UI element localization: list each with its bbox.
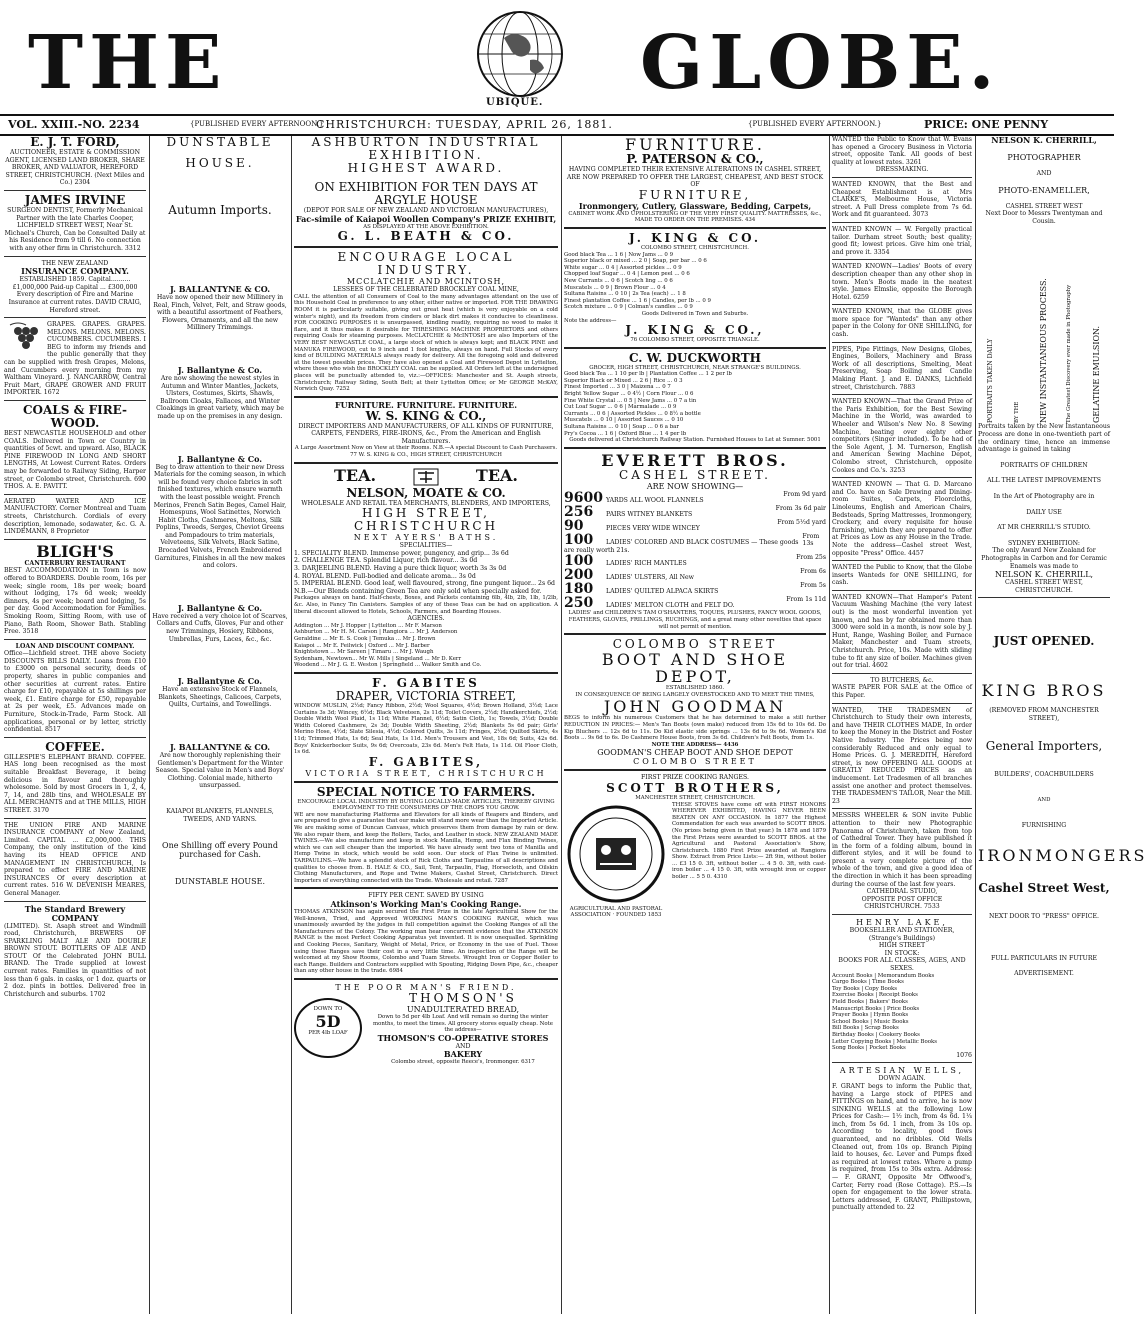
tailor-ad: WANTED, THE TRADESMEN of Christchurch to Study their own interests, and have THEIR CLOTHES MADE, In order to keep the Money in the District and Foster Native Industry. The Prices being now considerably Reduced and only equal to Home Prices. G. J. MEREDITH, Hereford street, is now OFFERING ALL GOODS at GREATLY REDUCED PRICES as an inducement. Let Tradesmen of all branches assist one another and protect themselves. THE TRADESMEN'S TAILOR, Near the Mill. 23 bbox=[832, 706, 972, 805]
goodman-name: JOHN GOODMAN bbox=[603, 697, 787, 717]
everett-qty: 100 bbox=[564, 553, 594, 570]
lake-number: 1076 bbox=[956, 1051, 972, 1059]
everett-price: From 6s bbox=[800, 568, 826, 576]
column-rule bbox=[975, 136, 976, 1314]
dressmaking: DRESSMAKING. bbox=[875, 166, 929, 174]
grapes-icon bbox=[4, 321, 44, 355]
everett-item: PIECES VERY WIDE WINCEY bbox=[605, 524, 700, 532]
lessees-line: LESSEES OF THE CELEBRATED BROCKLEY COAL MINE, bbox=[333, 286, 519, 294]
everett-qty: 250 bbox=[564, 595, 594, 612]
v-portraits: PORTRAITS TAKEN DAILY bbox=[987, 339, 995, 424]
seal-inscription: AGRICULTURAL AND PASTORAL ASSOCIATION · FOUNDED 1853 bbox=[569, 905, 663, 919]
ballantyne-4-body: Have received a very choice lot of Scarves, Collars and Cuffs, Gloves, Fur and other new Trimmings, Hosiery, Ribbons, Umbrellas, Furs, Laces, &c., &c. bbox=[152, 612, 288, 643]
ashburton-head: ASHBURTON INDUSTRIAL EXHIBITION. bbox=[311, 135, 541, 162]
king-bros: KING BROS bbox=[981, 681, 1107, 701]
tea-item: 5. IMPERIAL BLEND. Good leaf, well flavoured, strong, fine pungent liquor... 2s 6d bbox=[294, 580, 556, 588]
price: PRICE: ONE PENNY bbox=[924, 118, 1049, 131]
goodman-cheap: GOODMAN'S CHEAP BOOT AND SHOE DEPOT bbox=[597, 748, 793, 758]
cashel-street-3: Cashel Street West, bbox=[978, 881, 1110, 896]
price-row: Muscatels ... 0 10 | Assorted Sauces ... 0 10 bbox=[564, 417, 684, 424]
mcclatchie-name: MCCLATCHIE AND MCINTOSH, bbox=[346, 277, 506, 287]
price-row: White sugar ... 0 4 | Assorted pickles ... 0 9 bbox=[564, 264, 682, 271]
furniture-head-right: FURNITURE. bbox=[625, 135, 765, 154]
books-row: Birthday Books | Cookery Books bbox=[832, 1031, 920, 1038]
tea-left: TEA. bbox=[334, 465, 377, 485]
price-row: Superior black or mixed ... 2 0 | Soap, per bar ... 0 6 bbox=[564, 258, 707, 265]
brewery-body: (LIMITED). St. Asaph street and Windmill road, Christchurch, BREWERS OF SPARKLING MALT ALE AND DOUBLE BROWN STOUT. BOTTLERS OF ALE AND STOUT Of the Celebrated JOHN BULL BRAND. The Trade supplied at lowest current rates. Families in quantities of not less than 6 gals. in casks, or 1 doz. quarts or 2 doz. pints in bottles. Delivered free in Christchurch and suburbs. 1702 bbox=[4, 922, 146, 998]
gabites-body: WINDOW MUSLIN, 2½d; Fancy Ribbon, 2½d; Wool Squares, 4½d; Brown Holland, 3½d; Lace Curtains 3s 3d; Wincey, 6½d; Black Velveteen, 2s 11d; Toilet Covers, 2½d; Handkerchiefs, 2½d; Double Width Wool Plaid, 1s 11d; White Flannel, 6½d; Satin Cloth, 1s; Towels, 3½d; Double Width Colored Cashmere, 2s 3d; Double Width Sheeting, 2½d; Blankets 5s 6d pair; Girls' Merino Hose, 4½d; Slate Silesia, 4½d; Colored Quilts, 3s 11d; Fringes, 2½d; Quilted Skirts, 4s 11d; Trimmed Hats, 1s 6d; Seal Hats, 1s 11d. Men's Trousers and Vest, 18s 6d; Suits, 42s 6d. Boys' Knickerbocker Suits, 9s 6d; Overcoats, 23s 6d. Men's Felt Hats, 1s 11d. Oil Floor Cloth, 1s 6d. bbox=[294, 702, 558, 756]
aerated-body: AERATED WATER AND ICE MANUFACTORY. Corner Montreal and Tuam streets, Christchurch. Cordials of every description, lemonade, sodawater, &c. G. A. LINDEMANN, 8 Proprietor bbox=[4, 497, 146, 536]
column-1 bbox=[4, 136, 146, 1314]
everett-price: From 9d yard bbox=[783, 490, 826, 498]
v-new-process: NEW INSTANTANEOUS PROCESS. bbox=[1038, 278, 1048, 424]
coffee-name: COFFEE. bbox=[45, 739, 105, 754]
king2-note: Note the address— bbox=[564, 317, 617, 324]
books-row: Prayer Books | Hymn Books bbox=[832, 1012, 909, 1019]
duckworth-foot: Goods delivered at Christchurch Railway Station. Furnished Houses to Let at Sumner. 5001 bbox=[569, 437, 821, 444]
art-line: In the Art of Photography are in bbox=[993, 492, 1095, 500]
atkinson-body: THOMAS ATKINSON has again secured the First Prize in the late Agricultural Show for the Well-known, Tried, and Approved WORKING MAN'S COOKING RANGE, which was unanimously awarded by the judges in full competition against the Cooking Ranges of all the Manufacturers of the Colony. The working man hear concurrent evidence that the ATKINSON RANGE is the most Perfect Cooking Apparatus yet invented. It is now unequalled. Sprinkling and Cooking Pieces, Sanitary, Weight of Metal, Price, or Economy in the use of Fuel. Those using these Ranges save their cost in a very little time. An inspection of the Range will be welcomed at my Show Rooms, Colombo and Tuam Streets. Wrought Iron or Copper Boiler to each Range. Builders and Contractors supplied with Spouting, Ridging Down Pipe, &c., cheaper than any other house in the trade. 6984 bbox=[294, 909, 558, 975]
ballantyne-1: J. BALLANTYNE & CO. bbox=[170, 284, 270, 294]
tea-nb: N.B.—Our Blends containing Green Tea are only sold when specially asked for. bbox=[294, 587, 542, 595]
coop-address: Colombo street, opposite Reece's, Ironmonger. 6317 bbox=[391, 1059, 535, 1066]
v-greatest: The Greatest Discovery ever made in Photography bbox=[1066, 285, 1073, 424]
price-row: New Currants ... 0 6 | Scotch ling ... 0 6 bbox=[564, 277, 673, 284]
everett-row bbox=[564, 582, 826, 596]
ballantyne-6: J. BALLANTYNE & CO. bbox=[170, 742, 270, 752]
ballantyne-2: J. Ballantyne & Co. bbox=[177, 364, 263, 375]
published-note-right: {PUBLISHED EVERY AFTERNOON.} bbox=[748, 120, 882, 128]
christchurch-line: CHRISTCHURCH. bbox=[1015, 586, 1073, 594]
cherrill-name-2: NELSON K. CHERRILL, bbox=[994, 570, 1094, 580]
wanted-6: WANTED KNOWN—That the Grand Prize of the Paris Exhibition, for the Best Sewing Machine in the World, was awarded to Wheeler and Wilson's New No. 8 Sewing Machine, beating over eighty other competitors (Singer included). To be had of the Sole Agent, J. M. Turnerson, English and American Sewing Machine Depot, Colombo street, Christchurch, opposite Cookes and Co.'s. 3253 bbox=[832, 398, 972, 474]
goodman-body: BEGS to inform his numerous Customers that he has determined to make a still further REDUCTION IN PRICES:— Men's Tan Boots (own make) reduced from 15s 6d to 10s 6d. Do Kip Bluchers ... 12s 6d to 11s. Do Kid elastic side springs ... 13s 6d to 9s 6d. Women's Kid Boots ... 9s 6d to 6s. Do Cashmere House Boots, from 3s 6d. Children's Felt Boots, from 1s. bbox=[564, 715, 826, 742]
irvine-name: JAMES IRVINE bbox=[24, 192, 126, 207]
price-row: Sultana Raisins ... 0 10 | 2s Tea (each) ... 1 8 bbox=[564, 291, 686, 298]
butchers: TO BUTCHERS, &c. bbox=[870, 676, 934, 684]
everett-qty: 90 bbox=[564, 517, 584, 534]
everett-row bbox=[564, 505, 826, 519]
everett-item: LADIES' QUILTED ALPACA SKIRTS bbox=[605, 588, 719, 596]
gabites2-name: F. GABITES, bbox=[368, 754, 484, 769]
bread-body: Down to 5d per 4lb Loaf. And will remain so during the winter months, to meet the times. All grocery stores equally cheap. Note the address— bbox=[372, 1013, 553, 1034]
studio-line: AT MR CHERRILL'S STUDIO. bbox=[997, 524, 1091, 532]
globe-icon bbox=[474, 8, 566, 100]
next-door: Next Door to Messrs Twentyman and Cousin. bbox=[985, 210, 1103, 225]
tea-emblem-icon bbox=[412, 467, 440, 487]
tea-item: 3. DARJEELING BLEND. Having a pure thick liquor, worth 3s 3s 0d bbox=[294, 565, 507, 573]
blighs-name: BLIGH'S bbox=[36, 541, 114, 561]
goodman-address: COLOMBO STREET bbox=[633, 757, 757, 767]
books-row: Manuscript Books | Price Books bbox=[832, 1005, 920, 1012]
price-row: Finest plantation Coffee ... 1 6 | Candles, per lb ... 0 9 bbox=[564, 297, 711, 304]
wanted-2: WANTED KNOWN, that the Best and Cheapest Establishment is at Mrs CLARKE'S, Melbourne House, Victoria street. A Full Dress complete from 7s 6d. Work and fit guaranteed. 3073 bbox=[832, 180, 972, 219]
paterson-furniture: FURNITURE, bbox=[638, 187, 752, 202]
cherrill-name: NELSON K. CHERRILL, bbox=[991, 135, 1097, 145]
insurance-body: ESTABLISHED 1859. Capital.......... £1,000,000 Paid-up Capital ... £300,000 Every description of Fire and Marine Insurance at current rates. DAVID CRAIG, Hereford street. bbox=[8, 276, 142, 314]
everett-item: LADIES' MELTON CLOTH and FELT DO. bbox=[605, 602, 735, 610]
everett-name: EVERETT BROS. bbox=[601, 450, 789, 470]
books-row: Toy Books | Copy Books bbox=[832, 985, 897, 992]
ballantyne-3-body: Beg to draw attention to their new Dress Materials for the coming season, in which will be found very choice fabrics in soft finished textures, which ensure warmth with the least possible weight. French Merinos, French Satin Beges, Camel Hair, Homespuns, Wool Satinettes, Norwich Habit Cloths, Cashmeres, Meltons, Silk Poplins, Tweeds, Serges, Cheviot Greens and Pompadours to trim materials, Velveteens, Silk Velvets, Black Satine, Brocaded Velvets, French Embroidered Garnitures, Finishes in all the new makes and colors. bbox=[153, 463, 287, 570]
tea-item: 1. SPECIALITY BLEND. Immense power, pungency, and grip... 3s 6d bbox=[294, 549, 509, 557]
king2-address: 76 COLOMBO STREET, OPPOSITE TRIANGLE. bbox=[630, 337, 760, 344]
boot-head: BOOT AND SHOE DEPOT, bbox=[601, 650, 789, 687]
loan-body: Office—Lichfield street. THE above Society DISCOUNTS BILLS DAILY. Loans from £10 to £3000 on personal security, deeds of property, shares in public companies and other securities at current rates. Entire charge for £10, repayable at 5s shillings per week, £1. Entire charge for £50, repayable at 2s per week, £5. Advances made on Furniture, Stock-in-Trade, Farm Stock. All applications, personal or by letter, strictly confidential. 8517 bbox=[4, 650, 146, 734]
tea-list bbox=[294, 550, 558, 588]
column-4 bbox=[564, 136, 826, 1314]
badge-price: 5D bbox=[315, 1011, 341, 1031]
king2-goods: Goods Delivered in Town and Suburbs. bbox=[641, 310, 749, 317]
everett-price: From 5s bbox=[800, 582, 826, 590]
shilling-line: One Shilling off every Pound purchased for Cash. bbox=[162, 841, 278, 860]
price-row: Good black Tea ... 1 6 | Now Jams ... 0 9 bbox=[564, 251, 673, 258]
badge-top: DOWN TO bbox=[313, 1005, 343, 1012]
duckworth-list bbox=[564, 371, 826, 437]
books-row: Bill Books | Scrap Books bbox=[832, 1025, 899, 1032]
masthead-motto: UBIQUE. bbox=[486, 97, 544, 108]
price-row: Finest Imported ... 3 0 | Maizena ... 0 7 bbox=[564, 384, 671, 391]
next-press: NEXT DOOR TO "PRESS" OFFICE. bbox=[988, 913, 1099, 921]
wanted-9: WANTED KNOWN—That Hamper's Patent Vacuum Washing Machine (the very latest out) is the most wonderful invention yet known, and has by far obtained more than 3000 were sold in a month, is now sole by J. Hunt, Range, Washing Boiler, and Furnace Maker, Manchester and Tuam streets, Christchurch. Price, 10s. Made with sliding tube to fit any size of boiler. Machines given out for trial. 4602 bbox=[832, 593, 972, 670]
wanted-3: WANTED KNOWN — W. Fergelly practical tailor. Durham street South; best quality; good fit; lowest prices. Give him one trial, and prove it. 3354 bbox=[832, 225, 972, 256]
price-row: Muscatels ... 0 9 | Brown Flour ... 0 4 bbox=[564, 284, 666, 291]
scott-sub: MANCHESTER STREET, CHRISTCHURCH. bbox=[635, 794, 755, 801]
published-note-left: {PUBLISHED EVERY AFTERNOON.} bbox=[190, 120, 324, 128]
everett-price: From 25s bbox=[796, 554, 826, 562]
agency-row: Ashburton ... Mr H. M. Carson | Rangiora ... Mr J. Anderson bbox=[294, 629, 458, 636]
ballantyne-1-body: Have now opened their new Millinery in Real, Finch, Velvet, Felt, and Straw goods, with a beautiful assortment of Feathers, Flowers, Ornaments, and all the new Millinery Trimmings. bbox=[153, 294, 287, 332]
displayed-line: AS DISPLAYED AT THE ABOVE EXHIBITION. bbox=[363, 223, 489, 230]
paterson-name: P. PATERSON & CO., bbox=[626, 152, 764, 166]
everett-row bbox=[564, 533, 826, 555]
cathedral-studio: CATHEDRAL STUDIO, bbox=[866, 888, 938, 896]
everett-item: PAIRS WITNEY BLANKETS bbox=[605, 510, 693, 518]
colombo-head: COLOMBO STREET bbox=[612, 637, 778, 652]
lake-street: HIGH STREET bbox=[878, 942, 926, 950]
price-badge bbox=[294, 998, 362, 1058]
wheeler-ad: MESSRS WHEELER & SON invite Public attention to their new Photographic Panorama of Christchurch, taken from top of Cathedral Tower. They have published it in the form of a folding album, bound in different styles, and it will be found to present a very complete picture of the whole of the town, and give a good idea of the direction in which it has been spreading during the course of the last few years. bbox=[832, 812, 972, 888]
grant-body: F. GRANT begs to inform the Public that, having a Large stock of PIPES and FITTINGS on hand, and to arrive, he is now SINKING WELLS at the following Low Prices for Cash:— 1½ inch, from 4s 6d. 1¼ inch, from 5s 6d. 1 inch, from 3s 10s op. According to locality, good flows guaranteed, and no dribbles. Old Wells Cleaned out, from 10s op. Branch Piping laid to houses, &c. Lever and Pumps fixed as required at lowest rates. Where a pump is required, from 15s to 30s extra. Address:— F. GRANT, Opposite Mr Offwood's, Carter, Ferry road (Rose Cottage). P.S.—Is open for engagement to the lower strata. Letters addressed, F. GRANT, Phillipstown, punctually attended to. 22 bbox=[832, 1082, 972, 1212]
ironmongers: IRONMONGERS bbox=[978, 846, 1147, 866]
portraits-body: Portraits taken by the New Instantaneous Process are done in one-twentieth part of the ordinary time, hence an immense advantage is gained in taking bbox=[978, 423, 1110, 454]
lake-name: HENRY LAKE, bbox=[856, 918, 948, 928]
encourage-head: ENCOURAGE LOCAL INDUSTRY. bbox=[337, 250, 515, 278]
everett-item: LADIES' COLORED AND BLACK COSTUMES — These goods are really worth 21s. bbox=[564, 538, 799, 554]
photographer: PHOTOGRAPHER bbox=[1007, 153, 1081, 162]
full-particulars: FULL PARTICULARS IN FUTURE bbox=[990, 954, 1098, 962]
unadulterated: UNADULTERATED BREAD, bbox=[406, 1004, 520, 1014]
facsimile-line: Fac-simile of Kaiapoi Woollen Company's PRIZE EXHIBIT, bbox=[295, 213, 557, 224]
autumn-imports: Autumn Imports. bbox=[168, 203, 272, 217]
volume-number: VOL. XXIII.-NO. 2234 bbox=[8, 118, 140, 131]
just-opened: JUST OPENED. bbox=[993, 634, 1095, 649]
agency-row: Sydenham, Newtown... Mr W. Mills | Singeland ... Mr D. Kerr bbox=[294, 655, 462, 662]
price-row: Scotch mixture ... 0 9 | Colman's candles ... 0 9 bbox=[564, 304, 693, 311]
grapes-body: GRAPES. GRAPES. GRAPES. MELONS. MELONS. MELONS. CUCUMBERS. CUCUMBERS. I BEG to inform my friends and the public generally that they can be supplied with fresh Grapes, Melons, and Cucumbers every morning from my Waltham Vineyard. J. NANCARROW, Central Fruit Mart, GRAPE GROWER AND FRUIT IMPORTER. 1672 bbox=[4, 321, 146, 397]
goodman-note: NOTE THE ADDRESS— 4436 bbox=[651, 741, 739, 748]
nelson-name: NELSON, MOATE & CO. bbox=[346, 485, 506, 500]
wanted-8: WANTED the Public to Know, that the Globe inserts Wanteds for ONE SHILLING, for cash. bbox=[832, 564, 972, 587]
column-rule bbox=[291, 136, 292, 1314]
everett-qty: 9600 bbox=[564, 489, 603, 506]
furniture-head: FURNITURE. FURNITURE. FURNITURE. bbox=[334, 399, 518, 410]
everett-row bbox=[564, 519, 826, 533]
city-date: CHRISTCHURCH: TUESDAY, APRIL 26, 1881. bbox=[316, 118, 613, 131]
agencies-list bbox=[294, 623, 558, 669]
everett-row bbox=[564, 596, 826, 610]
tea-item: 2. CHALLENGE TEA. Splendid Liquor, rich flavour... 3s 0d bbox=[294, 557, 478, 565]
books-row: Letter Copying Books | Metallic Books bbox=[832, 1038, 938, 1045]
everett-price: From 1s 11d bbox=[786, 596, 826, 604]
books-row: Field Books | Bakers' Books bbox=[832, 998, 908, 1005]
poor-head: THE POOR MAN'S FRIEND. bbox=[335, 982, 517, 992]
column-3 bbox=[294, 136, 558, 1314]
coal-body: CALL the attention of all Consumers of Coal to the many advantages attendant on the use of this Household Coal in preference to any other, either native or imported. FOR THE DRAWING ROOM it is particularly suitable, giving out great heat (which is very enjoyable on a cold winter's night), and its freedom from cinders or black dirt makes it conducive to cleanliness. FOR COOKING PURPOSES it is unsurpassed, kindling readily, requiring no wood to make it flare, and it thus makes it desirable for THRESHING MACHINE PROPRIETORS and others requiring Coals for steaming purposes. McCLATCHIE & McINTOSH are also Importers of the VERY BEST NEWCASTLE COAL, a large stock of which is always kept; and BLACK PINE and MANUKA FIREWOOD, cut to 9 inch and 1 foot lengths, always on hand. Full Stocks of every kind of BUILDING MATERIALS always ready for delivery. All the foregoing sold and delivered at the lowest possible prices. They have also opened a Coal and Firewood Depot in Lyttelton, where those who wish the BROCKLEY COAL can be supplied. All Orders left at the undersigned places will be punctually attended to, viz.:—OFFICES: Manchester and St. Asaph streets, Christchurch; Railway Siding, South Belt; at their Lyttelton Office; or Mr GEORGE McKAY, Norwich Quay. 7252 bbox=[294, 293, 558, 393]
farmers-body: WE are now manufacturing Platforms and Elevators for all kinds of Reapers and Binders, and are prepared to give a guarantee that our make will stand more wear than the Imported Article. We are making some of Duncan Canvass, which preserves them from damage by rain or dew. We also repair them, and keep the Rollers, Tacks, and Leather in stock. NEW ZEALAND MADE TWINES.—We also manufacture and keep in stock Manilla, Hemp, and Flax Binding Twines, which we can sell cheaper than the imported. We have already sent two tons of Manilla and Hemp Twine in stock, which would be sold soon. Our stock of Flax Twine is unlimited. TARPAULINS.—We have a splendid stock of Rick Cloths and Tarpaulins of all descriptions and qualities to choose from. B. HALE & CO., Sail, Tent, Tarpaulin, Flag, Horsecloth, and Oilskin Clothing Manufacturers, and Rope and Twine Makers, Cashel Street, Christchurch. Direct Importers of everything connected with the Trade. Wholesale and retail. 7287 bbox=[294, 811, 558, 884]
everett-sub: CASHEL STREET. bbox=[619, 467, 771, 482]
wanted-4: WANTED KNOWN—Ladies' Boots of every description cheaper than any other shop in town. Men's Boots made in the neatest style. James Elmslie, opposite the Borough Hotel. 6259 bbox=[832, 263, 972, 301]
insurance-name: INSURANCE COMPANY. bbox=[21, 266, 129, 277]
books-row: Song Books | Pocket Books bbox=[832, 1045, 906, 1052]
farmers-head: SPECIAL NOTICE TO FARMERS. bbox=[316, 784, 536, 799]
price-row: Pry's Cocoa ... 1 6 | Oxford Blue ... 1 4 per lb bbox=[564, 430, 687, 437]
duckworth-name: C. W. DUCKWORTH bbox=[628, 350, 762, 365]
general-importers: General Importers, bbox=[985, 739, 1103, 754]
dunstable-title: DUNSTABLE bbox=[166, 135, 274, 149]
coop-and: AND bbox=[455, 1042, 471, 1050]
price-row: Fine White Crystal ... 0 5 | New Jams ... 0 7 a tin bbox=[564, 397, 697, 404]
price-row: Cut Loaf Sugar ... 0 6 | Marmalade ... 0 9 bbox=[564, 404, 677, 411]
king2-list bbox=[564, 252, 826, 311]
builders-line: BUILDERS', COACHBUILDERS bbox=[994, 771, 1094, 779]
king-foot: A Large Assortment Now on View at their Rooms. N.B.—A special Discount to Cash Purchasers. bbox=[294, 445, 558, 452]
ford-name: E. J. T. FORD, bbox=[30, 135, 120, 149]
king-body: DIRECT IMPORTERS AND MANUFACTURERS, OF ALL KINDS OF FURNITURE, CARPETS, FENDERS, FIRE-IRONS, &c., From the American and English Manufacturers. bbox=[298, 422, 554, 445]
everett-qty: 100 bbox=[564, 531, 594, 548]
coffee-body: GILLESPIE'S ELEPHANT BRAND. COFFEE. HAS long been recognised as the most suitable Breakfast Beverage, it being delicious in flavour and thoroughly wholesome. Sold by most Grocers in 1, 2, 4, 7, 14, and 28lb tins, and WHOLESALE BY ALL MERCHANTS and at THE MILLS, HIGH STREET. 3170 bbox=[4, 753, 146, 814]
paterson-line: Ironmongery, Cutlery, Glassware, Bedding, Carpets, bbox=[578, 200, 812, 211]
dunstable-footer: DUNSTABLE HOUSE. bbox=[174, 877, 266, 887]
lake-stock: IN STOCK: bbox=[884, 949, 920, 957]
everett-item: LADIES' RICH MANTLES bbox=[605, 560, 687, 568]
tea-packets: Packages always on hand. Half-chests, Boxes, and Packets containing 6lb, 4lb, 2lb, 1lb, 1/2lb, &c. Also, in Fancy Tin Canisters. Samples of any of these Teas can be had on application. A liberal discount allowed to Hotels, Schools, Farmers, and Boarding Houses. bbox=[294, 595, 558, 615]
enameller: PHOTO-ENAMELLER, bbox=[998, 185, 1090, 195]
king-address: 77 W. S. KING & CO., HIGH STREET, CHRISTCHURCH bbox=[350, 452, 502, 459]
column-rule bbox=[561, 136, 562, 1314]
books-row: School Books | Music Books bbox=[832, 1018, 909, 1025]
and-1: AND bbox=[1036, 170, 1052, 177]
price-row: Currants ... 0 6 | Assorted Pickles ... 0 8½ a bottle bbox=[564, 410, 701, 417]
specialities: SPECIALITIES— bbox=[399, 542, 453, 550]
everett-item: YARDS ALL WOOL FLANNELS bbox=[605, 496, 704, 504]
masthead bbox=[0, 0, 1114, 114]
lake-books: BOOKS FOR ALL CLASSES, AGES, AND SEXES. bbox=[838, 957, 966, 972]
ford-body: AUCTIONEER, ESTATE & COMMISSION AGENT, LICENSED LAND BROKER, SHARE BROKER, AND VALUATOR, HEREFORD STREET, CHRISTCHURCH. (Next Miles and Co.) 2304 bbox=[5, 149, 145, 187]
brewery-name: The Standard Brewery COMPANY bbox=[24, 903, 126, 923]
thomsons: THOMSON'S bbox=[409, 990, 517, 1005]
agency-row: Addington ... Mr J. Hopper | Lyttelton ... Mr F. Marson bbox=[294, 622, 442, 629]
king-name: W. S. KING & CO., bbox=[365, 408, 487, 423]
duckworth-sub: GROCER, HIGH STREET, CHRISTCHURCH, NEAR STRANGE'S BUILDINGS. bbox=[589, 364, 801, 371]
boot-est: ESTABLISHED 1860. bbox=[665, 685, 725, 692]
price-row: Chopped loaf Sugar ... 0 4 | Lemon peel ... 0 6 bbox=[564, 271, 690, 278]
badge-foot: PER 4lb LOAF bbox=[308, 1029, 348, 1036]
boot-sub: IN CONSEQUENCE OF BEING LARGELY OVERSTOCKED AND TO MEET THE TIMES, bbox=[575, 691, 815, 698]
column-rule bbox=[149, 136, 150, 1314]
depot-line: (DEPOT FOR SALE OF NEW ZEALAND AND VICTORIAN MANUFACTURES), bbox=[303, 207, 549, 214]
masthead-title-right: GLOBE. bbox=[640, 20, 1001, 106]
king2-name: J. KING & CO. bbox=[628, 230, 762, 245]
paterson-foot: CABINET WORK AND UPHOLSTERING OF THE VERY FIRST QUALITY. MATTRESSES, &c., MADE TO ORDER ON THE PREMISES. 434 bbox=[568, 210, 822, 224]
ballantyne-4: J. Ballantyne & Co. bbox=[177, 602, 263, 613]
ranges-head: FIRST PRIZE COOKING RANGES. bbox=[640, 774, 750, 782]
award-line: The only Award New Zealand for Photographs in Carbon and for Ceramic Enamels was made to bbox=[981, 547, 1107, 570]
v-by: BY THE bbox=[1013, 402, 1020, 424]
association-seal-icon bbox=[566, 804, 666, 904]
vertical-banner bbox=[978, 233, 1110, 423]
agency-row: Woodend ... Mr J. G. E. Weston | Springfield ... Walker Smith and Co. bbox=[294, 662, 482, 669]
lake-sub: BOOKSELLER AND STATIONER, bbox=[849, 927, 955, 935]
masthead-title-left: THE bbox=[28, 20, 228, 106]
loan-head: LOAN AND DISCOUNT COMPANY. bbox=[15, 642, 135, 650]
scott-body: THESE STOVES have come off with FIRST HONORS WHEREVER EXHIBITED, HAVING NEVER BEEN BEATEN ON ANY OCCASION. In 1877 the Highest Commendation for each was awarded to SCOTT BROS. (No prizes being given in that year.) In 1878 and 1879 the First Prizes were awarded to SCOTT BROS. at the Agricultural and Pastoral Association's Show, Christchurch. 1880 First Prize awarded at Rangiora Show. Extract from Price Lists:— 2ft 9in, without boiler ... £3 15 0. 3ft, without boiler ... 4 5 0. 3ft, with cast-iron boiler ... 4 15 0. 3ft, with wrought iron or copper boiler ... 5 5 0. 4310 bbox=[672, 801, 826, 881]
daily-line: DAILY USE bbox=[1026, 508, 1062, 516]
furnishing-line: FURNISHING bbox=[1021, 821, 1067, 829]
everett-item: LADIES' ULSTERS, All New bbox=[605, 574, 694, 582]
cashel-street-2: CASHEL STREET WEST, bbox=[1005, 579, 1083, 587]
everett-qty: 256 bbox=[564, 503, 594, 520]
coals-body: BEST NEWCASTLE HOUSEHOLD and other COALS. Delivered in Town or Country in quantities of 5cwt. and upward. Also, BLACK PINE FIREWOOD IN LONG AND SHORT LENGTHS, At Lowest Current Rates. Orders may be forwarded to Railway Siding, Harper street, or Colombo street, Christchurch. 690 THOS. A. E. PAVITT. bbox=[4, 430, 146, 491]
books-row: Exercise Books | Receipt Books bbox=[832, 992, 918, 999]
dateline-bar bbox=[0, 114, 1114, 136]
wanted-7: WANTED KNOWN — That G. D. Marcano and Co. have on Sale Drawing and Dining-room Suites, Carpets, Floorcloths, Linoleums, English and American Chairs, Bedsteads, Spring Mattresses, Ironmongery, Crockery, and every requisite for house furnishing, which they are prepared to offer at Prices as Low as any House in the Trade. Note the address—Cashel street West, opposite "Press" Office. 4457 bbox=[832, 481, 972, 557]
advertisement-line: ADVERTISEMENT. bbox=[1014, 970, 1074, 978]
artesian-head: ARTESIAN WELLS, bbox=[839, 1066, 965, 1076]
beath-name: G. L. BEATH & CO. bbox=[337, 229, 515, 244]
everett-price: From 13s bbox=[802, 532, 820, 548]
gabites-name: F. GABITES bbox=[372, 675, 480, 690]
nelson-sub: WHOLESALE AND RETAIL TEA MERCHANTS, BLENDERS, AND IMPORTERS, bbox=[301, 499, 551, 507]
artesian-sub: DOWN AGAIN. bbox=[878, 1075, 926, 1083]
irvine-body: SURGEON DENTIST, Formerly Mechanical Partner with the late Charles Cooper, LICHFIELD STREET WEST, Near St. Michael's Church, Can be Consulted Daily at his Residence from 9 till 6. No connection with any other firm in Christchurch. 3312 bbox=[4, 206, 146, 252]
nelson-next: NEXT AYERS' BATHS. bbox=[353, 533, 499, 543]
tea-right: TEA. bbox=[475, 465, 518, 485]
king2-sub: COLOMBO STREET, CHRISTCHURCH. bbox=[641, 244, 749, 251]
everett-show: ARE NOW SHOWING— bbox=[646, 481, 744, 491]
ballantyne-2-body: Are now showing the newest styles in Autumn and Winter Mantles, Jackets, Ulsters, Costumes, Skirts, Shawls, Ballroom Cloaks, Fallaces, and Winter Cloakings in great variety, which may be made up on the premises in any design. bbox=[156, 374, 284, 420]
scott-name: SCOTT BROTHERS, bbox=[606, 780, 784, 795]
exhibition-head: ON EXHIBITION FOR TEN DAYS AT ARGYLE HOUSE bbox=[314, 180, 538, 207]
tea-item: 4. ROYAL BLEND. Full-bodied and delicate aroma... 3s 0d bbox=[294, 572, 476, 580]
everett-price: From 3s 6d pair bbox=[775, 504, 826, 512]
house-title: HOUSE. bbox=[185, 156, 255, 170]
ballantyne-5: J. Ballantyne & Co. bbox=[177, 676, 263, 687]
v-gelatine: GELATINE EMULSION. bbox=[1091, 326, 1101, 424]
everett-row bbox=[564, 568, 826, 582]
ballantyne-5-body: Have an extensive Stock of Flannels, Blankets, Sheetings, Calicoes, Carpets, Quilts, Curtains, and Towellings. bbox=[158, 686, 282, 709]
coop-name: THOMSON'S CO-OPERATIVE STORES bbox=[377, 1032, 549, 1043]
price-row: Sultana Raisins ... 0 10 | Soap ... 0 6 a bar bbox=[564, 424, 679, 431]
everett-qty: 200 bbox=[564, 567, 594, 584]
cathedral-city: CHRISTCHURCH. 7533 bbox=[864, 903, 940, 911]
cathedral-sub: OPPOSITE POST OFFICE bbox=[861, 895, 943, 903]
atkinson-name: Atkinson's Working Man's Cooking Range. bbox=[330, 899, 522, 909]
everett-row bbox=[564, 491, 826, 505]
king2-sign: J. KING & CO., bbox=[625, 323, 765, 338]
cashel-street: CASHEL STREET WEST bbox=[1005, 202, 1083, 210]
pipes-ad: PIPES, Pipe Fittings, New Designs, Globes, Engines, Boilers, Machinery and Brass Work of all descriptions, Smelting, Meat Preserving, Soap Boiling and Candle Making Plant. J. and E. DANKS, Lichfield street, Christchurch. 7883 bbox=[832, 345, 972, 391]
agency-row: Knightstown ... Mr Sareen | Timaru ... Mr J. Waugh bbox=[294, 649, 434, 656]
highest-award: HIGHEST AWARD. bbox=[347, 161, 505, 175]
ballantyne-6-body: Are now thoroughly replenishing their Gentlemen's Department for the Winter Season. Special value in Men's and Boys' Clothing. Colonial made, hitherto unsurpassed. bbox=[155, 752, 285, 790]
and-2: AND bbox=[1037, 797, 1051, 804]
lake-building: (Strange's Buildings) bbox=[868, 934, 936, 942]
farmers-sub: ENCOURAGE LOCAL INDUSTRY BY BUYING LOCALLY-MADE ARTICLES, THEREBY GIVING EMPLOYMENT TO THE CONSUMERS OF THE CROPS YOU GROW. bbox=[297, 798, 555, 812]
column-6 bbox=[978, 135, 1147, 1314]
coals-name: COALS & FIRE-WOOD. bbox=[22, 403, 128, 431]
atkinson-pre: FIFTY PER CENT. SAVED BY USING bbox=[368, 892, 484, 900]
blighs-body: BEST ACCOMMODATION in Town is now offered to BOARDERS. Double room, 16s per week; single room, 18s per week; board without lodging, 17s 6d week; weekly dinners, 4s per week; board and lodging, 5s per day. Good Accommodation for Families. Smoking Room, Sitting Room, with use of Piano, Bath Room, Shower Bath. Stabling Free. 3518 bbox=[4, 567, 146, 636]
insurance-head: THE NEW ZEALAND bbox=[41, 259, 109, 267]
wanted-1: WANTED the Public to Know that W. Evans has opened a Grocery Business in Victoria street, opposite Tank. All goods of best quality at lowest rates. 3261 bbox=[832, 136, 972, 166]
books-row: Cargo Books | Time Books bbox=[832, 979, 904, 986]
everett-qty: 180 bbox=[564, 581, 594, 598]
price-row: Superior Black or Mixed ... 2 6 | Rice ... 0 3 bbox=[564, 377, 683, 384]
everett-price: From 5½d yard bbox=[777, 518, 826, 526]
books-list bbox=[832, 973, 972, 1052]
agencies-head: AGENCIES. bbox=[407, 615, 445, 623]
gabites-sub: DRAPER, VICTORIA STREET, bbox=[335, 688, 517, 703]
latest-line: ALL THE LATEST IMPROVEMENTS bbox=[986, 477, 1102, 485]
column-2 bbox=[152, 136, 288, 1314]
price-row: Bright Yellow Sugar ... 0 4½ | Corn Flour ... 0 6 bbox=[564, 391, 694, 398]
waste-paper: WASTE PAPER FOR SALE at the Office of this Paper. bbox=[832, 684, 972, 699]
ballantyne-3: J. Ballantyne & Co. bbox=[177, 453, 263, 464]
removed-line: (REMOVED FROM MANCHESTER STREET), bbox=[989, 707, 1099, 722]
everett-foot: LADIES' and CHILDREN'S TAM O'SHANTERS, TOQUES, PLUSHES, FANCY WOOL GOODS, FEATHERS, GLOVES, FRILLINGS, RUCHINGS, and a great many other novelties that space will not permit of mention. bbox=[568, 610, 822, 630]
agency-row: Geraldine ... Mr E. S. Cook | Temuka ... Mr J. Brown bbox=[294, 635, 436, 642]
coop-bakery: BAKERY bbox=[443, 1049, 483, 1060]
everett-list bbox=[564, 491, 826, 611]
books-row: Account Books | Memorandum Books bbox=[832, 972, 935, 979]
price-row: Good black Tea ... 1 10 per lb | Plantation Coffee ... 1 2 per lb bbox=[564, 371, 732, 378]
kaiapoi-line: KAIAPOI BLANKETS, FLANNELS, TWEEDS, AND YARNS. bbox=[166, 807, 274, 823]
paterson-body: HAVING COMPLETED THEIR EXTENSIVE ALTERATIONS IN CASHEL STREET, ARE NOW PREPARED TO OFFER THE LARGEST, CHEAPEST, AND BEST STOCK OF bbox=[566, 166, 824, 189]
children-line: PORTRAITS OF CHILDREN bbox=[1000, 461, 1088, 469]
everett-row bbox=[564, 554, 826, 568]
wanted-5: WANTED KNOWN, that the GLOBE gives more space for "Wanteds" than any other paper in the Colony for ONE SHILLING, for cash. bbox=[832, 308, 972, 339]
sydney-line: SYDNEY EXHIBITION: bbox=[1008, 539, 1080, 547]
blighs-sub: CANTERBURY RESTAURANT bbox=[24, 559, 126, 567]
union-body: THE UNION FIRE AND MARINE INSURANCE COMPANY of New Zealand, Limited. CAPITAL ... £2,000,000. THIS Company, the only institution of the kind having its HEAD OFFICE AND MANAGEMENT IN CHRISTCHURCH, Is prepared to effect FIRE AND MARINE INSURANCES Of every description at current rates. 516 W. DEVENISH MEARES, General Manager. bbox=[4, 821, 146, 897]
gabites2-sub: VICTORIA STREET, CHRISTCHURCH bbox=[305, 768, 547, 778]
agency-row: Kaiapoi ... Mr E. Feilwick | Oxford ... Mr J. Barber bbox=[294, 642, 430, 649]
column-rule bbox=[829, 136, 830, 1314]
nelson-address: HIGH STREET, CHRISTCHURCH bbox=[353, 506, 499, 534]
column-5 bbox=[832, 136, 972, 1314]
